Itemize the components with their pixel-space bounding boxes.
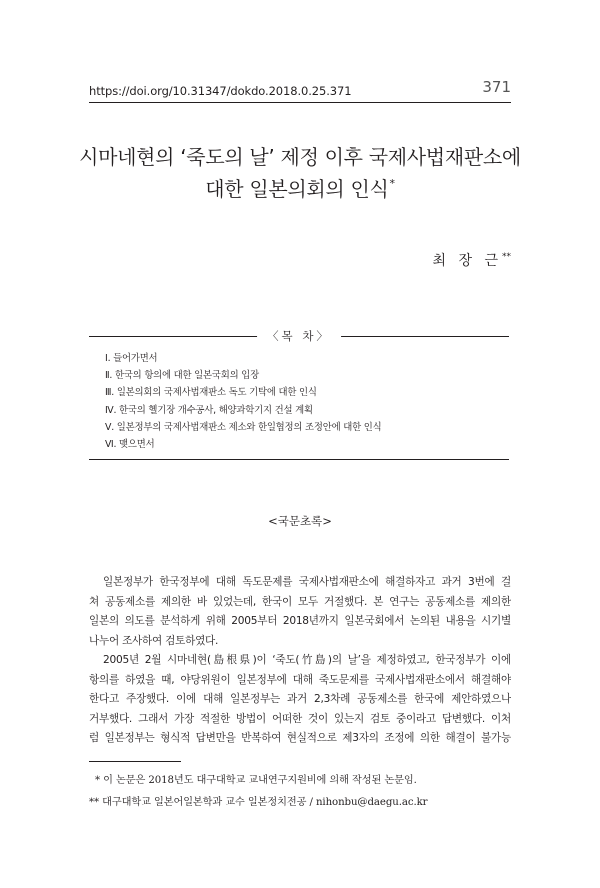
abstract-heading: <국문초록> [268, 514, 332, 528]
toc-item: Ⅴ. 일본정부의 국제사법재판소 제소와 한일협정의 조정안에 대한 인식 [105, 421, 382, 433]
author-footnote-mark[interactable]: ** [502, 252, 511, 262]
text-line: 한다고 주장했다. 이에 대해 일본정부는 과거 2,3차례 공동제소를 한국에 제안하였으나 [89, 693, 511, 706]
header-rule [89, 102, 511, 103]
toc-item: Ⅲ. 일본의회의 국제사법재판소 독도 기탁에 대한 인식 [105, 387, 317, 399]
paper-title-line2 [0, 173, 600, 202]
author [433, 250, 511, 270]
text-line: 항의를 하였을 때, 야당위원이 일본정부에 대해 죽도문제를 국제사법재판소에서 해결해야 [89, 673, 511, 686]
toc-title: 〈목 차〉 [257, 328, 341, 344]
paper-title-line2-text: 대한 일본의회의 인식 [205, 177, 389, 201]
toc-list [105, 350, 381, 453]
text-line: 쳐 공동제소를 제의한 바 있었는데, 한국이 모두 거절했다. 본 연구는 공동제소를 제의한 [89, 595, 511, 608]
text-line: 거부했다. 그래서 가장 적절한 방법이 어떠한 것이 있는지 검토 중이라고 답변했다. 이처 [89, 712, 511, 725]
toc-item: Ⅰ. 들어가면서 [105, 353, 158, 364]
doi-link[interactable]: https://doi.org/10.31347/dokdo.2018.0.25.371 [89, 84, 352, 98]
text-line: 일본정부가 한국정부에 대해 독도문제를 국제사법재판소에 해결하자고 과거 3번에 걸 [103, 576, 511, 588]
abstract-paragraph-2 [89, 651, 511, 749]
text-line: 나누어 조사하여 검토하였다. [89, 634, 219, 647]
paper-title-line1: 시마네현의 ‘죽도의 날’ 제정 이후 국제사법재판소에 [79, 145, 521, 169]
title-footnote-mark[interactable]: * [389, 177, 395, 190]
text-line: 일본의 의도를 분석하게 위해 2005부터 2018년까지 일본국회에서 논의된 내용을 시기별 [89, 615, 511, 628]
toc-item: Ⅱ. 한국의 항의에 대한 일본국회의 입장 [105, 370, 259, 382]
footnote-1: * 이 논문은 2018년도 대구대학교 교내연구지원비에 의해 작성된 논문임. [95, 775, 417, 786]
footnote-2: ** 대구대학교 일본어일본학과 교수 일본정치전공 / nihonbu@daegu.ac.kr [89, 797, 428, 808]
author-name: 최 장 근 [432, 253, 502, 269]
table-of-contents [89, 329, 509, 460]
page-number: 371 [482, 78, 511, 96]
toc-item: Ⅳ. 한국의 헬기장 개수공사, 해양과학기지 건설 계획 [105, 404, 313, 416]
toc-item: Ⅵ. 맺으면서 [105, 439, 155, 451]
text-line: 럼 일본정부는 형식적 답변만을 반복하여 현실적으로 제3자의 조정에 의한 해결이 불가능 [89, 732, 511, 745]
text-line: 2005년 2월 시마네현(島根県)이 ‘죽도(竹島)의 날’을 제정하였고, 한국정부가 이에 [103, 654, 511, 666]
footnote-rule [89, 761, 181, 762]
abstract-paragraph-1 [89, 573, 511, 651]
